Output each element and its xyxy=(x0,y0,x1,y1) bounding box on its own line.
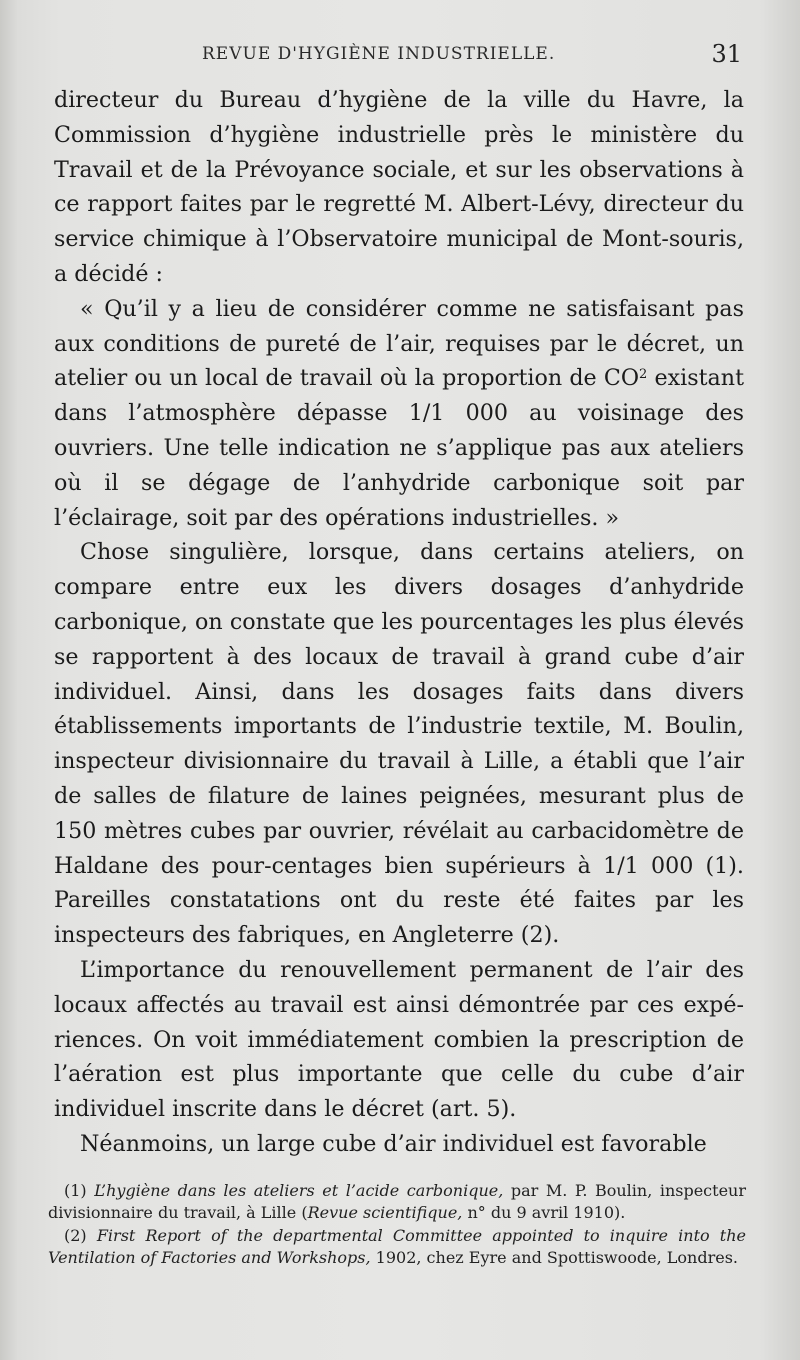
footnote-1 xyxy=(48,1180,746,1224)
running-title: REVUE D'HYGIÈNE INDUSTRIELLE. xyxy=(202,44,556,64)
footnote-2 xyxy=(48,1225,746,1269)
page-number: 31 xyxy=(711,40,742,68)
quote-part-2: existant dans l’atmosphère dépasse 1/1 000 au voisinage des ouvriers. Une telle indication ne s’applique pas aux ateliers où il se dégage de l’anhydride carbonique soit par l’éclairage, soit par des opérations industrielles. » xyxy=(54,365,744,531)
paragraph-neanmoins: Néanmoins, un large cube d’air individuel est favorable xyxy=(80,1130,707,1157)
footnote-2-marker: (2) xyxy=(64,1226,87,1245)
paragraph-continuation: directeur du Bureau d’hygiène de la ville du Havre, la Commission d’hygiène industrielle près le ministère du Travail et de la Prévoyance sociale, et sur les observations à ce rapport faites par le regretté M. Albert-Lévy, directeur du service chimique à l’Observatoire municipal de Mont-souris, a décidé : xyxy=(54,87,744,287)
footnote-1-text-b: n° du 9 avril 1910). xyxy=(462,1203,626,1222)
body-text xyxy=(54,83,744,1162)
co2-subscript: 2 xyxy=(639,367,648,383)
footnote-2-title: First Report of the departmental Committee appointed to inquire into the Ventilation of Factories and Workshops, xyxy=(48,1226,746,1267)
footnote-2-text: 1902, chez Eyre and Spottiswoode, Londres. xyxy=(370,1248,738,1267)
decision-quote xyxy=(54,292,744,536)
paragraph-observations: Chose singulière, lorsque, dans certains ateliers, on compare entre eux les divers dosages d’anhydride carbonique, on constate que les pourcentages les plus élevés se rapportent à des locaux de travail à grand cube d’air individuel. Ainsi, dans les dosages faits dans divers établissements importants de l’industrie textile, M. Boulin, inspecteur divisionnaire du travail à Lille, a établi que l’air de salles de filature de laines peignées, mesurant plus de 150 mètres cubes par ouvrier, révélait au carbacidomètre de Haldane des pour-centages bien supérieurs à 1/1 000 (1). Pareilles constatations ont du reste été faites par les inspecteurs des fabriques, en Angleterre (2). xyxy=(54,539,744,949)
quote-part-1: « Qu’il y a lieu de considérer comme ne satisfaisant pas aux conditions de pureté de l’air, requises par le décret, un atelier ou un local de travail où la proportion de CO xyxy=(54,295,744,392)
paragraph-importance: L’importance du renouvellement permanent de l’air des locaux affectés au travail est ainsi démontrée par ces expé-riences. On voit immédiatement combien la prescription de l’aération est plus importante que celle du cube d’air individuel inscrite dans le décret (art. 5). xyxy=(54,956,744,1123)
footnote-1-marker: (1) xyxy=(64,1181,87,1200)
footnote-1-journal: Revue scientifique, xyxy=(307,1203,463,1222)
footnote-1-text-a: par M. P. Boulin, inspecteur divisionnaire du travail, à Lille ( xyxy=(48,1181,746,1222)
footnotes xyxy=(48,1180,746,1270)
page-header xyxy=(52,40,742,76)
footnote-1-title: L’hygiène dans les ateliers et l’acide carbonique, xyxy=(94,1181,504,1200)
